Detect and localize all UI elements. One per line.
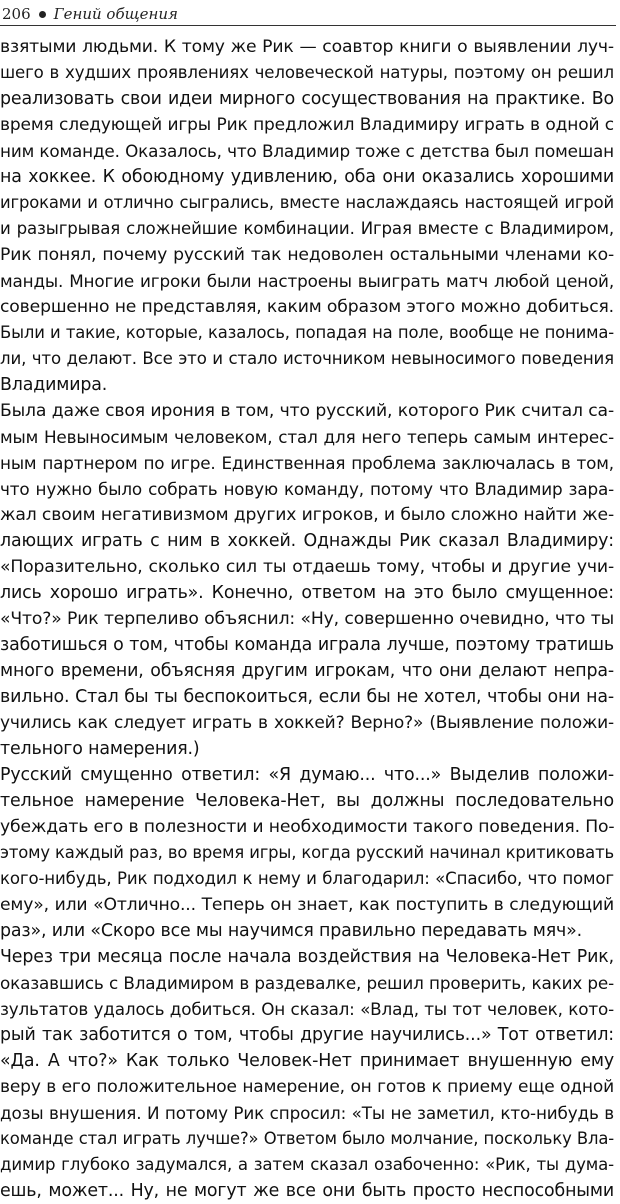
text-line: ли, что делают. Все это и стало источником невыносимого поведения [0, 349, 614, 368]
text-line: команде стал играть лучше?» Ответом было молчание, поскольку Вла- [0, 1129, 614, 1148]
text-line: ешь, может... Ну, не могут же все они быть просто неспособными [0, 1181, 614, 1201]
text-line: манды. Многие игроки были настроены выиграть матч любой ценой, [0, 271, 614, 291]
text-line: лись хорошо играть». Конечно, ответом на это было смущенное: [0, 583, 614, 603]
text-line: мым Невыносимым человеком, стал для него теперь самым интерес- [0, 427, 614, 447]
text-line: игроками и отлично сыгрались, вместе наслаждаясь настоящей игрой [0, 193, 614, 212]
text-line: вильно. Стал бы ты беспокоиться, если бы не хотел, чтобы они на- [0, 687, 614, 707]
text-line-paragraph-end: раз», или «Скоро все мы научимся правильно передавать мяч». [0, 921, 582, 941]
text-line: шего в худших проявлениях человеческой натуры, поэтому он решил [0, 63, 614, 82]
text-line: Была даже своя ирония в том, что русский, которого Рик считал са- [0, 401, 614, 421]
text-line: на хоккее. К обоюдному удивлению, оба они оказались хорошими [0, 167, 614, 187]
text-line: веру в его положительное намерение, он готов к приему еще одной [0, 1077, 614, 1097]
text-line-paragraph-end: тельного намерения.) [0, 739, 200, 759]
text-line: время следующей игры Рик предложил Владимиру играть в одной с [0, 115, 614, 135]
page-number: 206 [2, 5, 31, 23]
book-title: Гений общения [53, 5, 178, 23]
text-line: Через три месяца после начала воздействия на Человека-Нет Рик, [0, 947, 614, 967]
text-line: ним команде. Оказалось, что Владимир тоже с детства был помешан [0, 141, 614, 161]
running-head [2, 3, 616, 25]
text-line: этому каждый раз, во время игры, когда русский начинал критиковать [0, 843, 614, 862]
text-line: совершенно не представляя, каким образом этого можно добиться. [0, 297, 614, 317]
text-line: заботишься о том, чтобы команда играла лучше, поэтому тратишь [0, 635, 614, 655]
text-line: Русский смущенно ответил: «Я думаю... что...» Выделив положи- [0, 765, 614, 785]
text-line: и разыгрывая сложнейшие комбинации. Играя вместе с Владимиром, [0, 219, 614, 238]
bullet-separator-icon [39, 11, 46, 18]
text-line: что нужно было собрать новую команду, потому что Владимир зара- [0, 479, 614, 499]
text-line: ным партнером по игре. Единственная проблема заключалась в том, [0, 453, 614, 473]
text-line: кого-нибудь, Рик подходил к нему и благодарил: «Спасибо, что помог [0, 869, 614, 888]
text-line-paragraph-end: Владимира. [0, 375, 108, 395]
text-line: взятыми людьми. К тому же Рик — соавтор книги о выявлении луч- [0, 37, 614, 57]
body-text [0, 34, 614, 1204]
text-line: ему», или «Отлично... Теперь он знает, как поступить в следующий [0, 895, 614, 915]
header-rule [0, 25, 616, 26]
text-line: «Да. А что?» Как только Человек-Нет принимает внушенную ему [0, 1051, 614, 1071]
text-line: много времени, объясняя другим игрокам, что они делают непра- [0, 661, 614, 681]
text-line: рый так заботится о том, чтобы другие научились...» Тот ответил: [0, 1025, 614, 1045]
text-line: тельное намерение Человека-Нет, вы должны последовательно [0, 791, 614, 811]
text-line: димир глубоко задумался, а затем сказал озабоченно: «Рик, ты дума- [0, 1155, 614, 1174]
text-line: лающих играть с ним в хоккей. Однажды Рик сказал Владимиру: [0, 531, 614, 551]
text-line: жал своим негативизмом других игроков, и было сложно найти же- [0, 505, 614, 525]
text-line: «Поразительно, сколько сил ты отдаешь тому, чтобы и другие учи- [0, 557, 614, 577]
text-line: убеждать его в полезности и необходимости такого поведения. По- [0, 817, 614, 837]
text-line: учились как следует играть в хоккей? Верно?» (Выявление положи- [0, 713, 614, 733]
text-line: дозы внушения. И потому Рик спросил: «Ты не заметил, кто-нибудь в [0, 1103, 614, 1123]
text-line: зультатов удалось добиться. Он сказал: «Влад, ты тот человек, кото- [0, 999, 614, 1019]
text-line: Были и такие, которые, казалось, попадая на поле, вообще не понима- [0, 323, 614, 342]
text-line: «Что?» Рик терпеливо объяснил: «Ну, совершенно очевидно, что ты [0, 609, 614, 629]
text-line: Рик понял, почему русский так недоволен остальными членами ко- [0, 245, 614, 265]
text-line: реализовать свои идеи мирного сосуществования на практике. Во [0, 89, 614, 109]
text-line: оказавшись с Владимиром в раздевалке, решил проверить, каких ре- [0, 973, 614, 993]
